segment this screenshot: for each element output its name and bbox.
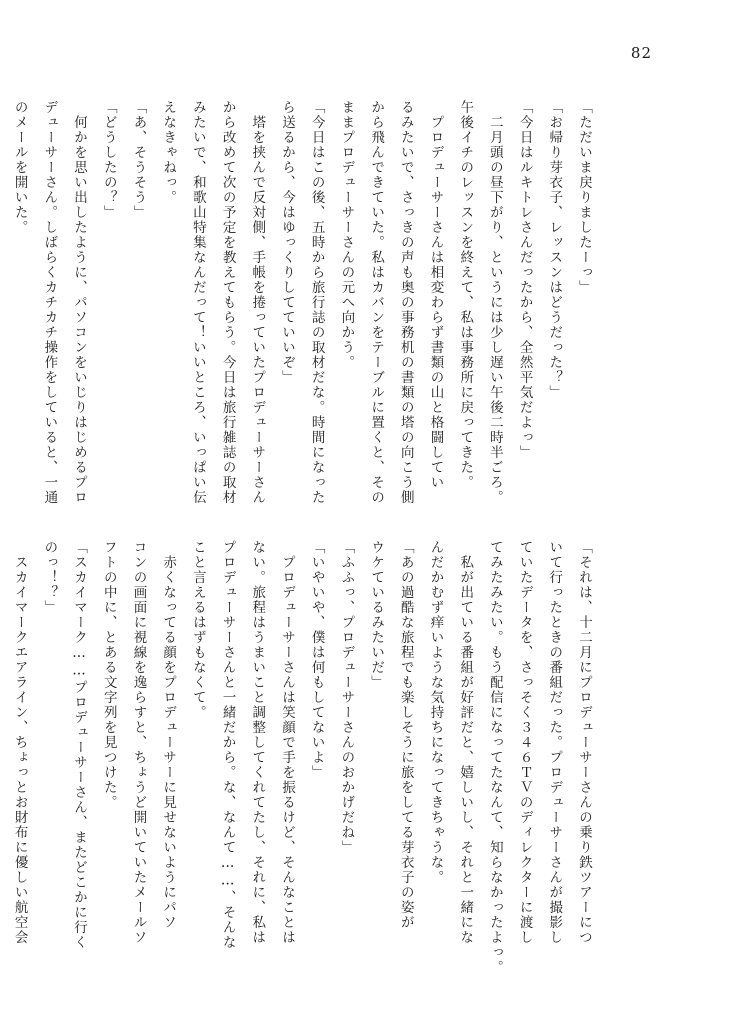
- text-line: 赤くなってる顔をプロデューサーに見せないようにパソ: [160, 540, 177, 930]
- text-line: デューサーさん。しばらくカチカチ操作をしていると、一通: [41, 100, 58, 505]
- text-line: 塔を挟んで反対側、手帳を捲っていたプロデューサーさん: [249, 100, 266, 505]
- text-line: えなきゃねっ。: [160, 100, 177, 205]
- text-line: ていたデータを、さっそく３４６ＴＶのディレクターに渡し: [516, 540, 533, 945]
- text-line: 午後イチのレッスンを終えて、私は事務所に戻ってきた。: [457, 100, 474, 490]
- text-line: こと言えるはずもなくて。: [189, 540, 206, 720]
- text-line: 「お帰り芽衣子、レッスンはどうだった？」: [546, 100, 563, 400]
- upper-text-block: [11, 100, 598, 505]
- text-line: みたいで、和歌山特集なんだって！いいところ、いっぱい伝: [189, 100, 206, 505]
- text-line: フトの中に、とある文字列を見つけた。: [100, 540, 117, 810]
- text-line: てみたみたい。もう配信になってたなんて、知らなかったよっ。: [486, 540, 503, 975]
- text-line: 「あ、そうそう」: [130, 100, 147, 220]
- text-line: ない。旅程はうまいこと調整してくれてたし、それに、私は: [249, 540, 266, 945]
- text-line: 私が出ている番組が好評だと、嬉しいし、それと一緒にな: [457, 540, 474, 945]
- text-line: プロデューサーさんは笑顔で手を振るけど、そんなことは: [278, 540, 295, 945]
- text-line: ままプロデューサーさんの元へ向かう。: [338, 100, 355, 370]
- text-line: [0, 540, 4, 938]
- text-line: のっ！？」: [41, 540, 58, 615]
- text-line: ら送るから、今はゆっくりしてていいぞ」: [278, 100, 295, 385]
- text-line: 「どうしたの？」: [100, 100, 117, 220]
- text-line: 「それは、十二月にプロデューサーさんの乗り鉄ツアーにつ: [576, 540, 592, 945]
- text-line: 何かを思い出したように、パソコンをいじりはじめるプロ: [71, 100, 88, 505]
- text-line: ウケているみたいだ」: [368, 540, 385, 690]
- text-line: プロデューサーさんと一緒だから。な、なんて……、そんな: [219, 540, 236, 950]
- text-line: プロデューサーさんは相変わらず書類の山と格闘してい: [427, 100, 444, 490]
- text-line: るみたいで、さっきの声も奥の事務机の書類の塔の向こう側: [397, 100, 414, 505]
- text-line: 「いやいや、僕は何もしてないよ」: [308, 540, 325, 780]
- text-line: から改めて次の予定を教えてもらう。今日は旅行雑誌の取材: [219, 100, 236, 505]
- page-number: 82: [630, 44, 652, 62]
- text-line: コンの画面に視線を逸らすと、ちょうど開いていたメールソ: [130, 540, 147, 945]
- lower-text-block: [11, 540, 598, 975]
- text-line: から飛んできていた。私はカバンをテーブルに置くと、その: [368, 100, 385, 505]
- text-line: 二月頭の昼下がり、というには少し遅い午後二時半ごろ。: [486, 100, 503, 505]
- text-line: 「ただいま戻りましたーっ」: [576, 100, 592, 295]
- text-line: いて行ったときの番組だった。プロデューサーさんが撮影し: [546, 540, 563, 945]
- text-line: のメールを開いた。: [11, 100, 28, 235]
- text-line: 「あの過酷な旅程でも楽しそうに旅をしてる芽衣子の姿が: [397, 540, 414, 930]
- text-line: [0, 100, 4, 496]
- text-line: スカイマークエアライン、ちょっとお財布に優しい航空会: [11, 540, 28, 945]
- text-line: んだかむず痒いような気持ちになってきちゃうな。: [427, 540, 444, 885]
- text-line: 「今日はルキトレさんだったから、全然平気だよっ」: [516, 100, 533, 460]
- text-line: 「スカイマーク……プロデューサーさん、またどこかに行く: [71, 540, 88, 950]
- text-line: 「今日はこの後、五時から旅行誌の取材だな。時間になった: [308, 100, 325, 505]
- text-line: 「ふふっ、プロデューサーさんのおかげだね」: [338, 540, 355, 855]
